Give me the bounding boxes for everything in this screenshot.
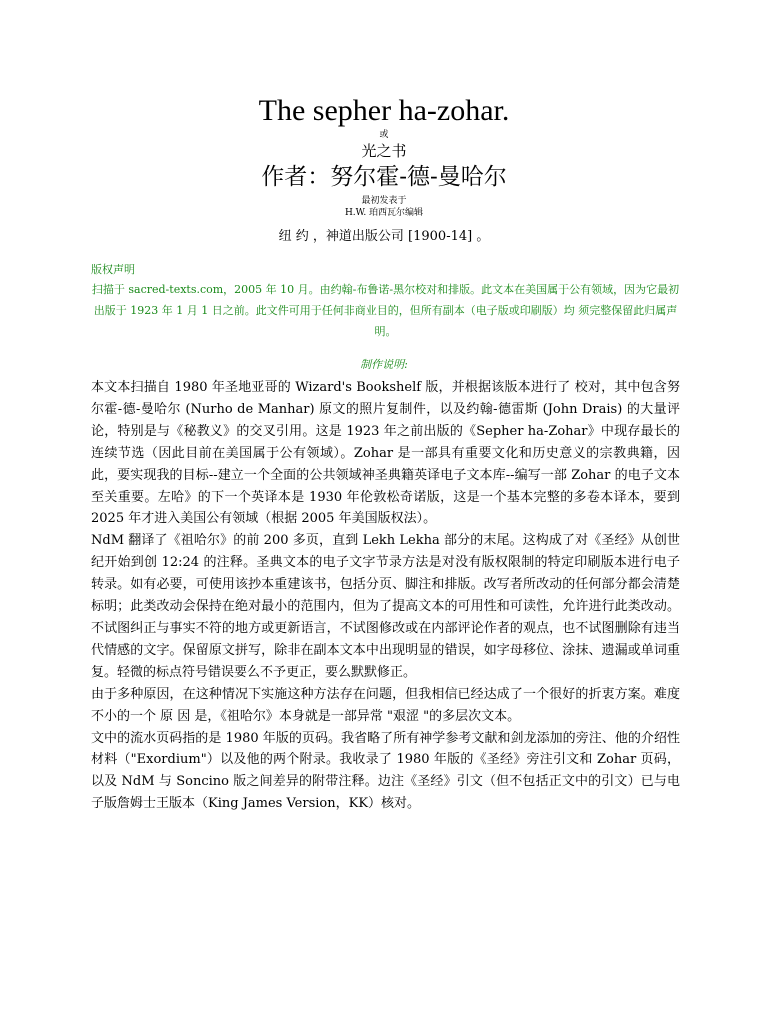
- notes-paragraph: NdM 翻译了《祖哈尔》的前 200 多页，直到 Lekh Lekha 部分的末尾。这构成了对《圣经》从创世纪开始到创 12:24 的注释。圣典文本的电子文字节录方法是对没有版权限制的特定印刷版本进行电子转录。如有必要，可使用该抄本重建该书，包括分页、脚注和排版。改写者所改动的任何部分都会清楚标明；此类改动会保持在绝对最小的范围内，但为了提高文本的可用性和可读性，允许进行此类改动。不试图纠正与事实不符的地方或更新语言，不试图修改或在内部评论作者的观点，也不试图删除有违当代情感的文字。保留原文拼写，除非在副本文本中出现明显的错误，如字母移位、涂抹、遗漏或单词重复。轻微的标点符号错误要么不予更正，要么默默修正。: [91, 533, 680, 680]
- notes-paragraph: 本文本扫描自 1980 年圣地亚哥的 Wizard's Bookshelf 版，并根据该版本进行了 校对，其中包含努尔霍-德-曼哈尔 (Nurho de Manhar) 原文的照片复制件，以及约翰-德雷斯 (John Drais) 的大量评论，特别是与《秘教义》的交叉引用。这是 1923 年之前出版的《Sepher ha-Zohar》中现存最长的连续节选（因此目前在美国属于公有领域）。Zohar 是一部具有重要文化和历史意义的宗教典籍，因此，要实现我的目标--建立一个全面的公共领域神圣典籍英译电子文本库--编写一部 Zohar 的电子文本至关重要。左哈》的下一个英译本是 1930 年伦敦松奇诺版，这是一个基本完整的多卷本译本，要到 2025 年才进入美国公有领域（根据 2005 年美国版权法）。: [91, 380, 680, 527]
- publisher-line: 纽 约 ，神道出版公司 [1900-14] 。: [278, 229, 490, 244]
- or-connector: 或: [379, 130, 389, 140]
- first-published-line: 最初发表于: [361, 196, 407, 206]
- book-title: The sepher ha-zohar.: [258, 94, 510, 127]
- notes-paragraph: 文中的流水页码指的是 1980 年版的页码。我省略了所有神学参考文献和剑龙添加的旁注、他的介绍性材料（"Exordium"）以及他的两个附录。我收录了 1980 年版的《圣经》旁注引文和 Zohar 页码，以及 NdM 与 Soncino 版之间差异的附带注释。边注《圣经》引文（但不包括正文中的引文）已与电子版詹姆士王版本（King James Version，KK）核对。: [91, 730, 680, 812]
- copyright-heading: 版权声明: [91, 263, 135, 276]
- author-line: 作者：努尔霍-德-曼哈尔: [261, 164, 507, 190]
- book-subtitle: 光之书: [361, 142, 407, 160]
- copyright-notice: 扫描于 sacred-texts.com，2005 年 10 月。由约翰-布鲁诺-黑尔校对和排版。此文本在美国属于公有领域，因为它最初出版于 1923 年 1 月 1 日之前。此文件可用于任何非商业目的，但所有副本（电子版或印刷版）均 须完整保留此归属声明。: [91, 283, 680, 338]
- production-notes-heading: 制作说明:: [360, 358, 408, 371]
- notes-paragraph: 由于多种原因，在这种情况下实施这种方法存在问题，但我相信已经达成了一个很好的折衷方案。难度不小的一个 原 因 是，《祖哈尔》本身就是一部异常 "艰涩 "的多层次文本。: [91, 686, 680, 724]
- production-notes-body: [91, 377, 680, 815]
- editor-line: H.W. 珀西瓦尔编辑: [344, 208, 424, 218]
